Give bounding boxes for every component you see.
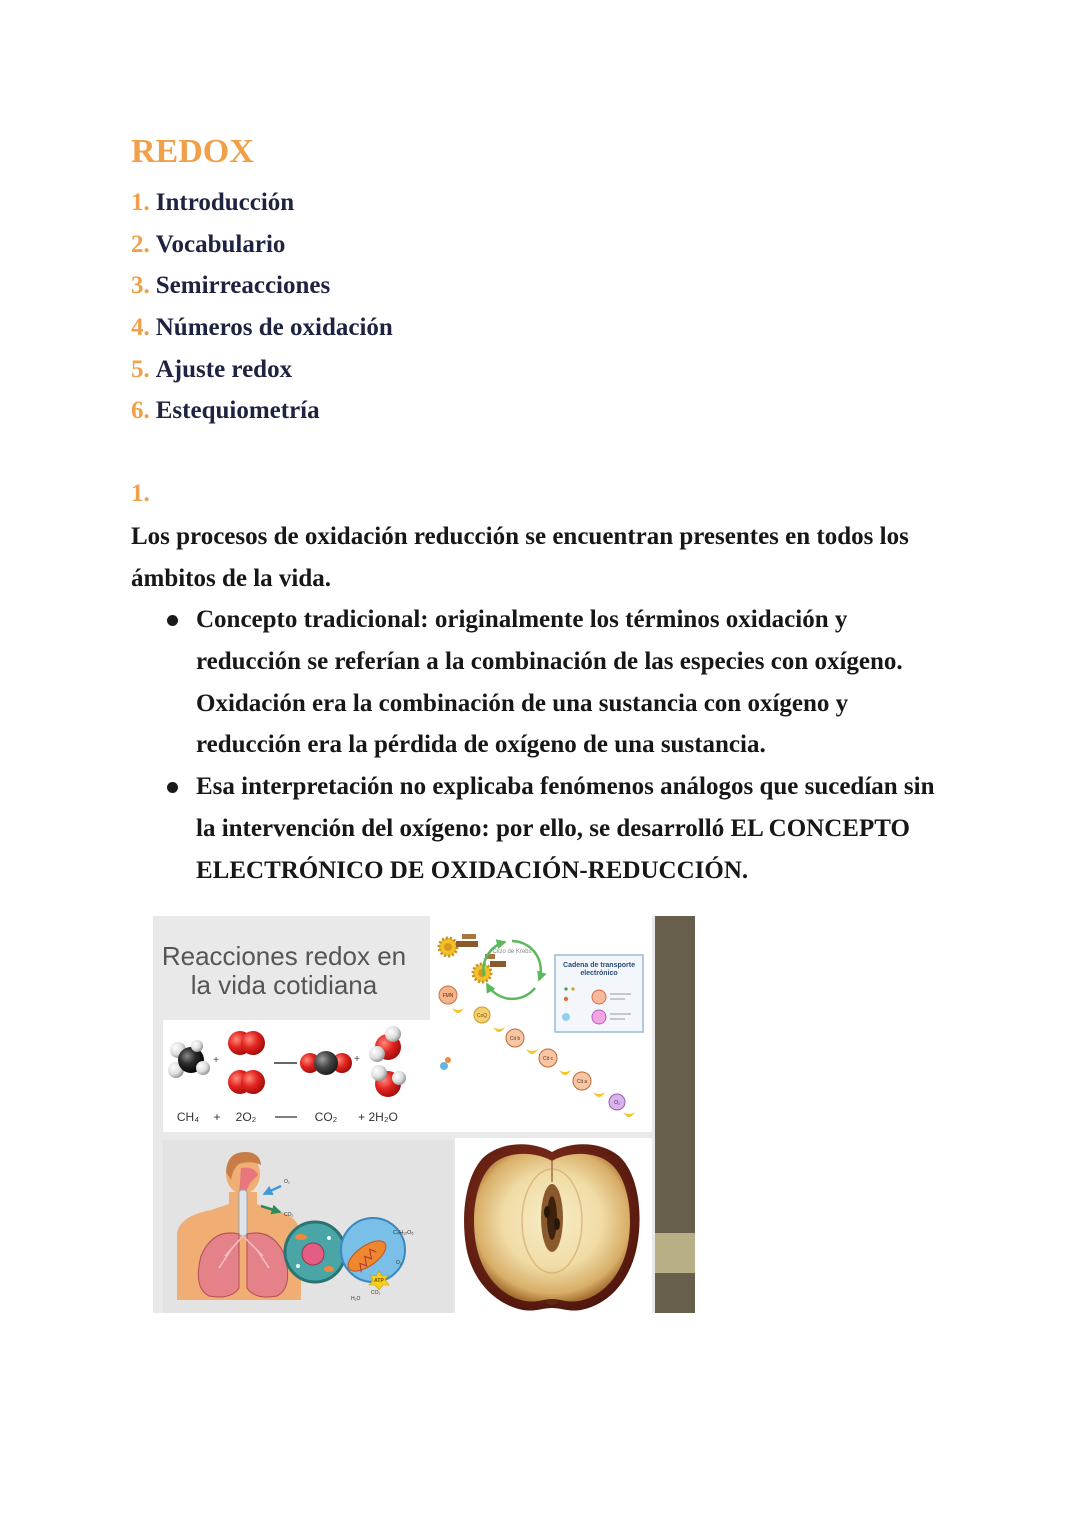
slide-side-bar-accent xyxy=(655,1233,695,1273)
paragraph-line: ámbitos de la vida. xyxy=(131,564,332,592)
bullet-line: la intervención del oxígeno: por ello, se desarrolló EL CONCEPTO xyxy=(196,814,910,842)
bullet-line: Oxidación era la combinación de una sustancia con oxígeno y xyxy=(196,689,849,717)
respiration-label: O₂ xyxy=(284,1179,290,1185)
bullet-dot-icon xyxy=(167,615,178,626)
oxygen-molecule xyxy=(228,1031,265,1055)
oxidized-apple-illustration xyxy=(464,1144,640,1310)
molecule-panel xyxy=(163,1020,455,1132)
slide-title-line: la vida cotidiana xyxy=(190,970,378,1000)
equation-product: CO₂ xyxy=(314,1110,338,1124)
table-of-contents xyxy=(131,182,393,432)
respiration-label: CO₂ xyxy=(371,1290,381,1296)
cell-illustration xyxy=(285,1222,345,1282)
carrier-label: Cit a xyxy=(576,1079,588,1085)
carrier-label: Cit b xyxy=(509,1036,521,1042)
carrier-label: CoQ xyxy=(476,1013,488,1019)
toc-item xyxy=(131,390,393,432)
bullet-dot-icon xyxy=(167,782,178,793)
respiration-label: H₂O xyxy=(351,1296,361,1302)
transport-chain-title: Cadena de transporte xyxy=(563,962,635,969)
document-title: REDOX xyxy=(131,133,254,170)
redox-slide-image xyxy=(153,916,695,1313)
krebs-cycle-label: Ciclo de Krebs xyxy=(492,949,532,955)
bullet-list xyxy=(131,599,951,891)
transport-chain-title: electrónico xyxy=(580,970,618,977)
redox-figure xyxy=(153,916,695,1313)
bullet-line: reducción era la pérdida de oxígeno de una sustancia. xyxy=(196,731,766,759)
carbon-dioxide-molecule xyxy=(300,1051,352,1075)
plus-sign: + xyxy=(354,1054,360,1065)
bullet-line: ELECTRÓNICO DE OXIDACIÓN-REDUCCIÓN. xyxy=(196,856,749,884)
equation-reactant: 2O₂ xyxy=(235,1110,257,1124)
bullet-line: reducción se referían a la combinación de las especies con oxígeno. xyxy=(196,648,903,676)
respiration-label: C₆H₁₂O₆ xyxy=(393,1230,414,1236)
carrier-label: Cit c xyxy=(543,1056,553,1062)
toc-item-label: Estequiometría xyxy=(155,397,320,425)
toc-item-label: Ajuste redox xyxy=(155,355,293,383)
toc-item-label: Vocabulario xyxy=(155,230,286,258)
toc-item-number: 5. xyxy=(131,355,150,383)
section-body xyxy=(131,516,951,891)
oxygen-molecule xyxy=(228,1070,265,1094)
toc-item-number: 6. xyxy=(131,397,150,425)
bullet-item xyxy=(196,766,951,891)
toc-item xyxy=(131,224,393,266)
toc-item-label: Números de oxidación xyxy=(155,314,393,342)
section-number: 1. xyxy=(131,480,150,507)
bullet-line: Concepto tradicional: originalmente los términos oxidación y xyxy=(196,606,848,634)
toc-item-label: Semirreacciones xyxy=(155,272,331,300)
toc-item xyxy=(131,307,393,349)
equation-reactant: CH₄ xyxy=(176,1110,200,1124)
equation-product: + 2H₂O xyxy=(358,1110,398,1124)
bullet-line: Esa interpretación no explicaba fenómenos análogos que sucedían sin xyxy=(196,773,935,801)
bullet-item xyxy=(196,599,951,766)
carrier-label: O₂ xyxy=(614,1100,620,1106)
carrier-label: FMN xyxy=(442,993,454,999)
respiration-label: CO₂ xyxy=(284,1212,294,1218)
slide-title-line: Reacciones redox en xyxy=(161,941,407,971)
equation-plus: + xyxy=(213,1110,221,1124)
toc-item xyxy=(131,182,393,224)
toc-item-number: 4. xyxy=(131,314,150,342)
plus-sign: + xyxy=(213,1055,219,1066)
toc-item-label: Introducción xyxy=(155,189,295,216)
respiration-label: ATP xyxy=(374,1278,384,1284)
toc-item xyxy=(131,265,393,307)
mitochondrion-illustration xyxy=(341,1218,405,1282)
respiration-label: O₂ xyxy=(396,1260,402,1266)
toc-item-number: 1. xyxy=(131,189,150,216)
paragraph-line: Los procesos de oxidación reducción se encuentran presentes en todos los xyxy=(131,523,909,550)
toc-item-number: 2. xyxy=(131,230,150,258)
toc-item-number: 3. xyxy=(131,272,150,300)
toc-item xyxy=(131,349,393,391)
